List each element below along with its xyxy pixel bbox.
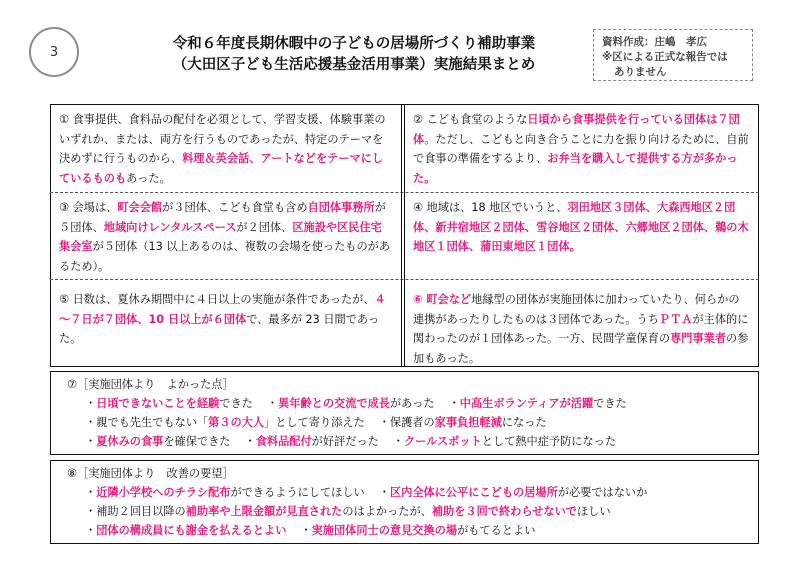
gp1-1-highlight: 日頃できないことを経験 (96, 397, 220, 410)
im3-2-text: がもてるとよい (457, 524, 536, 537)
result-cell-4 (405, 193, 758, 279)
good-points-header: ⑦［実施団体より よかった点］ (67, 378, 234, 391)
cell2-text-1: ② こども食堂のような (413, 113, 528, 126)
cell4-text-1: ④ 地域は、18 地区でいうと、 (413, 201, 568, 214)
gp3-3-pre: ・ (392, 435, 404, 448)
cell2-highlight-2: お弁当を購入して提供する方が多かった。 (413, 152, 738, 185)
improvements-row-3 (63, 521, 746, 540)
gp2-2-pre: ・保護者の (378, 416, 435, 429)
cell6-text-1: 地縁型の団体が実施団体に加わっていたり、何らかの連携があったりしたものは３団体であった。うち (413, 293, 740, 326)
gp1-1-pre: ・ (85, 397, 97, 410)
cell2-highlight-1: 日頃から食事提供を行っている団体は７団体 (413, 113, 740, 146)
gp1-3-pre: ・ (448, 397, 460, 410)
disclaimer-line-1: ※区による正式な報告では (602, 51, 728, 63)
cell6-text-3: の参加もあった。 (413, 332, 749, 365)
gp3-2-text: が好評だった (311, 435, 379, 448)
cell6-highlight-3: 専門事業者 (670, 332, 727, 345)
gp1-3-highlight: 中高生ボランティアが活躍 (459, 397, 594, 410)
gp1-2-pre: ・ (266, 397, 279, 410)
im1-1-text: ができるようにしてほしい (230, 486, 365, 499)
author-note (593, 29, 753, 81)
gp3-3-highlight: クールスポット (403, 435, 482, 448)
good-points-row-2 (63, 413, 746, 432)
gp2-2-text: になった (501, 416, 547, 429)
cell6-highlight-1: ⑥ 町会など (413, 293, 472, 306)
cell3-text-4: が２団体、 (236, 220, 293, 234)
cell3-text-1: ③ 会場は、 (59, 201, 118, 214)
cell4-highlight-1: 羽田地区３団体、大森西地区２団体、新井宿地区２団体、雪谷地区２団体、六郷地区２団体、鵜の木地区１団体、蒲田東地区１団体。 (413, 201, 749, 253)
gp2-1-text: 」として寄り添えた (264, 416, 365, 429)
cell1-text-2: あった。 (126, 171, 171, 185)
gp3-2-pre: ・ (244, 435, 256, 448)
improvements-row-2 (63, 502, 746, 521)
im3-1-highlight: 団体の構成員にも謝金を払えるとよい (96, 524, 287, 537)
im2-pre: ・補助２回目以降の (85, 505, 186, 518)
improvements-row-1 (63, 483, 746, 502)
cell3-highlight-2: 自団体事務所 (307, 201, 375, 214)
cell3-text-2: が３団体、こども食堂も含め (162, 201, 308, 214)
im3-2-highlight: 実施団体同士の意見交換の場 (311, 524, 458, 537)
im1-2-text: が必要ではないか (557, 486, 648, 499)
gp1-1-text: できた (219, 397, 253, 410)
good-points-row-1 (63, 394, 746, 413)
cell1-text-1: ① 食事提供、食料品の配付を必須として、学習支援、体験事業のいずれか、または、両方を行うものであったが、特定のテーマを決めずに行うものから、 (59, 113, 386, 165)
im2-highlight-2: 補助を３回で終わらせないで (431, 505, 577, 518)
result-cell-3 (51, 193, 401, 279)
cell5-text-2: で、最多が 23 日間であった。 (59, 312, 380, 345)
page-number-badge (29, 27, 79, 77)
gp3-2-highlight: 食料品配付 (255, 435, 312, 448)
im3-2-pre: ・ (300, 524, 312, 537)
im2-highlight-1: 補助率や上限金額が見直された (185, 505, 343, 518)
disclaimer-line-2: ありません (614, 66, 667, 78)
cell3-text-5: が５団体（13 以上あるのは、複数の会場を使ったものがあるため）。 (59, 240, 391, 273)
im1-1-highlight: 近隣小学校へのチラシ配布 (96, 486, 231, 499)
author-name: 資料作成：庄嶋 孝広 (602, 36, 707, 48)
good-points-row-3 (63, 432, 746, 451)
good-points-box (50, 371, 759, 455)
gp3-3-text: として熱中症予防になった (481, 435, 617, 448)
cell3-highlight-4: 区施設や区民住宅集会室 (59, 220, 382, 253)
cell3-highlight-3: 地域向けレンタルスペース (103, 220, 237, 234)
gp3-1-text: を確保できた (163, 435, 231, 448)
gp3-1-highlight: 夏休みの食事 (96, 435, 164, 448)
im1-2-highlight: 区内全体に公平にこどもの居場所 (389, 486, 558, 499)
cell2-text-2: 。ただし、こどもと向き合うことに力を振り向けるために、自前で食事の準備をするより、 (413, 132, 749, 165)
gp2-1-pre: ・親でも先生でもない「 (85, 416, 209, 429)
gp1-2-text: があった (389, 397, 435, 410)
cell5-text-1: ⑤ 日数は、夏休み期間中に４日以上の実施が条件であったが、 (59, 293, 375, 306)
cell3-text-3: が５団体、 (59, 201, 386, 234)
im1-2-pre: ・ (378, 486, 390, 499)
im2-text-1: のはよかったが、 (342, 505, 432, 518)
im2-text-2: ほしい (576, 505, 611, 518)
cell6-highlight-2: ＰＴＡ (658, 312, 693, 326)
gp2-2-highlight: 家事負担軽減 (434, 416, 502, 429)
gp2-1-highlight: 第３の大人 (208, 416, 265, 429)
result-cell-5 (51, 285, 401, 365)
result-cell-1 (51, 105, 401, 192)
title-line-1: 令和６年度長期休暇中の子どもの居場所づくり補助事業 (172, 36, 536, 52)
title-line-2: （大田区子ども生活応援基金活用事業）実施結果まとめ (172, 57, 536, 73)
page-number: 3 (49, 44, 59, 60)
im1-1-pre: ・ (85, 486, 97, 499)
cell1-highlight-1: 料理＆英会話、アートなどをテーマにしているものも (59, 152, 384, 185)
improvements-box (50, 460, 759, 544)
im3-1-pre: ・ (85, 524, 97, 537)
gp3-1-pre: ・ (85, 435, 97, 448)
improvements-header: ⑧［実施団体より 改善の要望］ (67, 467, 234, 480)
page-title (120, 34, 588, 76)
cell6-text-2: が主体的に関わったのが１団体あった。一方、民間学童保育の (413, 312, 749, 345)
gp1-3-text: できた (593, 397, 627, 410)
cell3-highlight-1: 町会会館 (117, 201, 163, 214)
result-cell-6 (405, 285, 758, 365)
result-cell-2 (405, 105, 758, 192)
cell5-highlight-1: ４～７日が７団体、10 日以上が６団体 (59, 293, 386, 326)
gp1-2-highlight: 異年齢との交流で成長 (278, 397, 390, 410)
